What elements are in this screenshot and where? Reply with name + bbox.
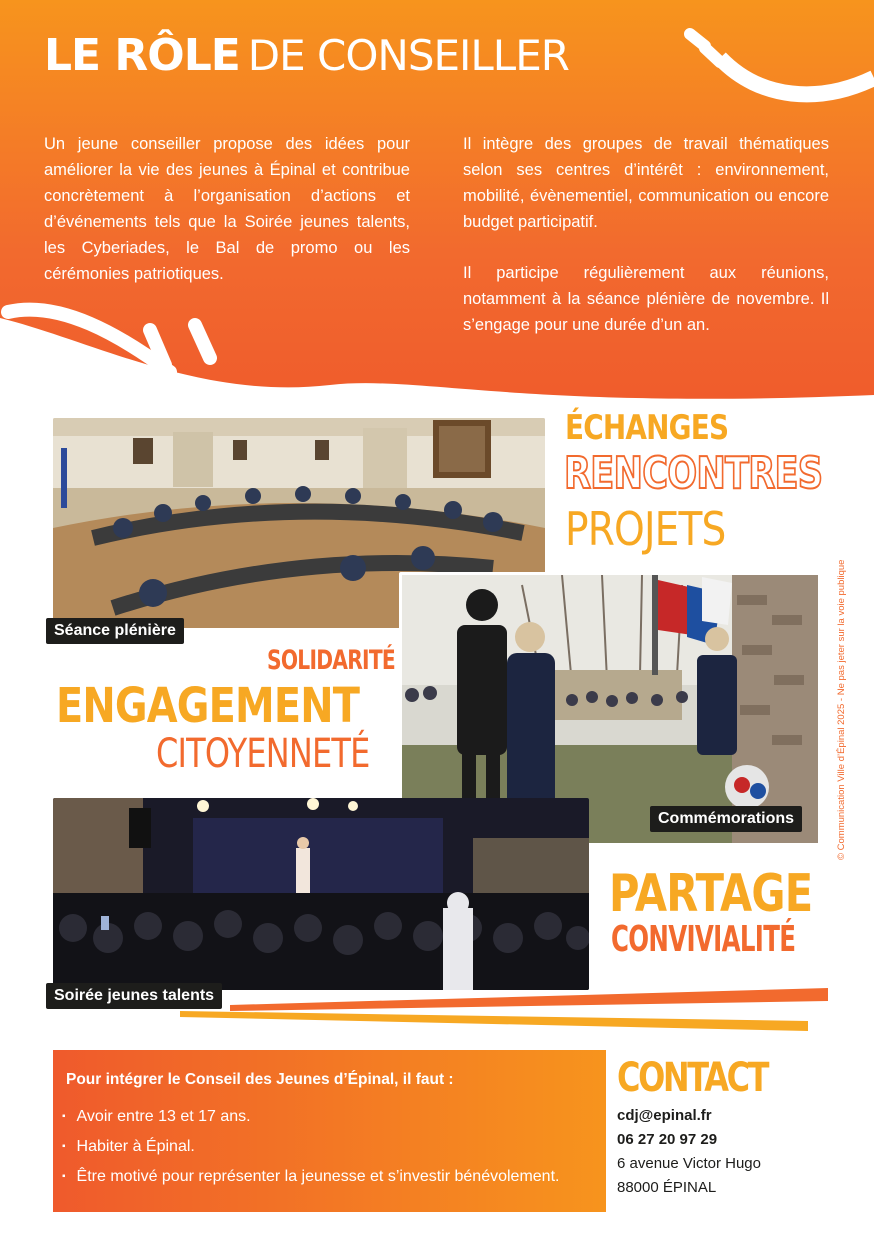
keyword-echanges: ÉCHANGES <box>565 408 729 448</box>
join-title: Pour intégrer le Conseil des Jeunes d’Épinal, il faut : <box>66 1071 454 1088</box>
keyword-partage: PARTAGE <box>609 864 813 924</box>
photo-soiree-jeunes-talents <box>53 798 589 990</box>
contact-details <box>617 1104 761 1200</box>
keyword-citoyennete: CITOYENNETÉ <box>156 731 370 777</box>
contact-phone[interactable]: 06 27 20 97 29 <box>617 1131 718 1148</box>
keyword-projets: PROJETS <box>565 502 726 556</box>
tag-soiree-jeunes-talents: Soirée jeunes talents <box>46 983 222 1009</box>
join-requirements <box>62 1103 559 1193</box>
join-item: ▪ Avoir entre 13 et 17 ans. <box>62 1103 559 1133</box>
intro-right <box>463 131 829 363</box>
credit-text: © Communication Ville d’Épinal 2025 - Ne pas jeter sur la voie publique <box>836 559 847 860</box>
intro-left-text: Un jeune conseiller propose des idées pour améliorer la vie des jeunes à Épinal et contribue concrètement à l’organisation d’actions et d’événements tels que la Soirée jeunes talents, les Cyberiades, le Bal de promo ou les cérémonies patriotiques. <box>44 135 410 283</box>
intro-right-text-1: Il intègre des groupes de travail thématiques selon ses centres d’intérêt : environnement, mobilité, évènementiel, communication ou encore budget participatif. <box>463 135 829 231</box>
intro-right-text-2: Il participe régulièrement aux réunions, notamment à la séance plénière de novembre. Il s’engage pour une durée d’un an. <box>463 264 829 334</box>
tag-seance-pleniere: Séance plénière <box>46 618 184 644</box>
tag-commemorations: Commémorations <box>650 806 802 832</box>
contact-email[interactable]: cdj@epinal.fr <box>617 1107 712 1124</box>
keyword-engagement: ENGAGEMENT <box>56 678 360 734</box>
title-light: DE CONSEILLER <box>247 31 569 80</box>
concert-image <box>53 798 589 990</box>
contact-city: 88000 ÉPINAL <box>617 1179 717 1196</box>
contact-address: 6 avenue Victor Hugo <box>617 1155 761 1172</box>
intro-left <box>44 131 410 312</box>
title-bold: LE RÔLE <box>44 30 240 81</box>
keyword-convivialite: CONVIVIALITÉ <box>611 919 796 960</box>
page-title <box>44 30 569 82</box>
keyword-rencontres: RENCONTRES <box>564 448 823 499</box>
decorative-stripes <box>0 985 874 1045</box>
keyword-solidarite: SOLIDARITÉ <box>267 645 395 676</box>
join-item: ▪ Être motivé pour représenter la jeunesse et s’investir bénévolement. <box>62 1163 559 1193</box>
contact-heading: CONTACT <box>617 1055 768 1101</box>
hero-banner <box>0 0 874 420</box>
join-item: ▪ Habiter à Épinal. <box>62 1133 559 1163</box>
